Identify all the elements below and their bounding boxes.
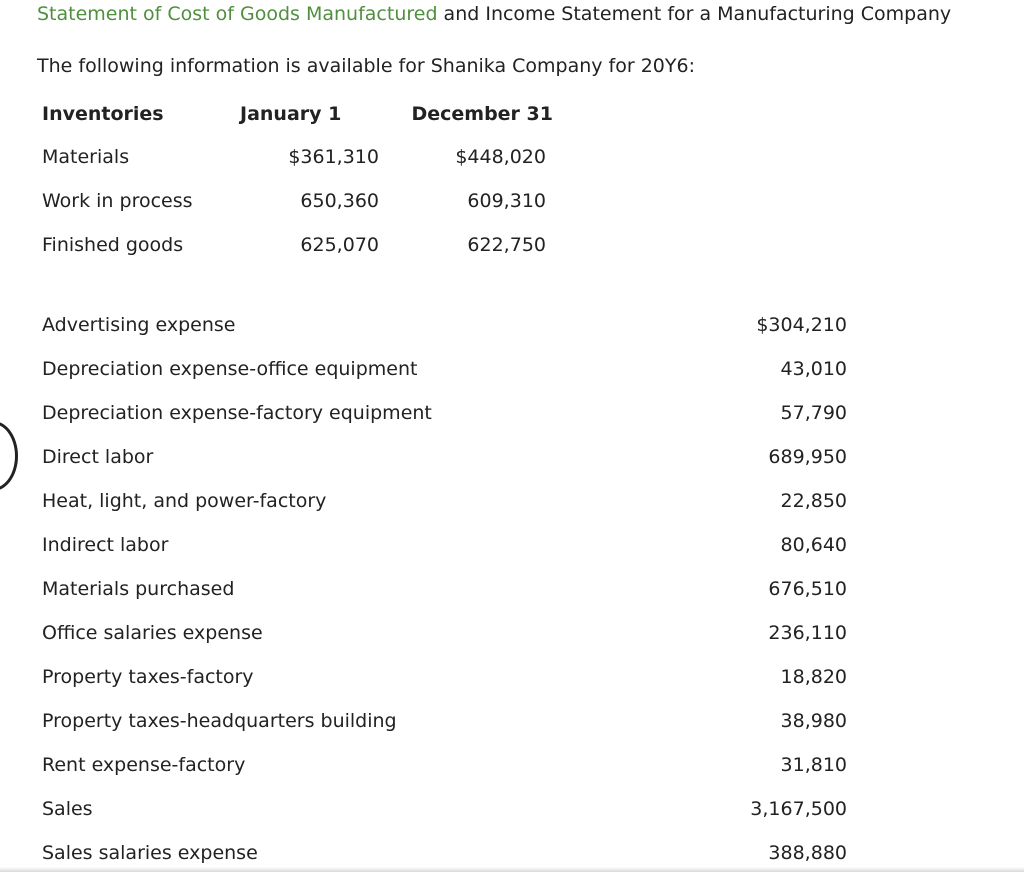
table-row [34,179,553,223]
title-rest: and Income Statement for a Manufacturing Company [437,3,952,25]
header-january-1: January 1 [240,103,342,125]
expense-label: Advertising expense [42,314,236,336]
table-row [34,479,854,523]
expense-amount: $304,210 [756,314,847,336]
table-row [34,523,854,567]
table-row [34,223,553,267]
inventories-header-row [34,93,553,135]
expense-amount: 236,110 [768,622,847,644]
expense-label: Rent expense-factory [42,754,246,776]
expense-amount: 689,950 [768,446,847,468]
header-inventories: Inventories [42,103,164,125]
expense-label: Materials purchased [42,578,235,600]
table-row [34,655,854,699]
table-row [34,611,854,655]
inventories-table [34,93,553,267]
row-label: Materials [42,146,130,168]
expense-label: Property taxes-headquarters building [42,710,397,732]
table-row [34,435,854,479]
title-link[interactable]: Statement of Cost of Goods Manufactured [37,3,438,25]
row-label: Work in process [42,190,193,212]
expense-label: Heat, light, and power-factory [42,490,327,512]
expenses-table [34,303,854,875]
expense-label: Property taxes-factory [42,666,254,688]
page-title [37,3,951,25]
intro-text: The following information is available for Shanika Company for 20Y6: [37,55,695,77]
row-jan-value: 650,360 [300,190,379,212]
expense-label: Indirect labor [42,534,169,556]
row-dec-value: 609,310 [467,190,546,212]
expense-amount: 3,167,500 [750,798,847,820]
expense-label: Direct labor [42,446,154,468]
expense-amount: 43,010 [780,358,847,380]
expense-amount: 31,810 [780,754,847,776]
table-row [34,743,854,787]
row-jan-value: 625,070 [300,234,379,256]
row-dec-value: $448,020 [455,146,546,168]
header-december-31: December 31 [411,103,553,125]
expense-label: Sales [42,798,93,820]
table-row [34,135,553,179]
expense-label: Office salaries expense [42,622,263,644]
row-label: Finished goods [42,234,184,256]
table-row [34,347,854,391]
expense-amount: 388,880 [768,842,847,864]
table-row [34,787,854,831]
table-row [34,303,854,347]
table-row [34,391,854,435]
row-dec-value: 622,750 [467,234,546,256]
expense-amount: 57,790 [780,402,847,424]
table-row [34,567,854,611]
table-row [34,699,854,743]
expense-amount: 22,850 [780,490,847,512]
expense-amount: 38,980 [780,710,847,732]
partial-circle-marker [0,421,18,491]
expense-label: Sales salaries expense [42,842,258,864]
row-jan-value: $361,310 [288,146,379,168]
bottom-edge-shadow [0,867,1024,872]
expense-amount: 80,640 [780,534,847,556]
expense-label: Depreciation expense-office equipment [42,358,418,380]
expense-amount: 676,510 [768,578,847,600]
expense-label: Depreciation expense-factory equipment [42,402,432,424]
expense-amount: 18,820 [780,666,847,688]
